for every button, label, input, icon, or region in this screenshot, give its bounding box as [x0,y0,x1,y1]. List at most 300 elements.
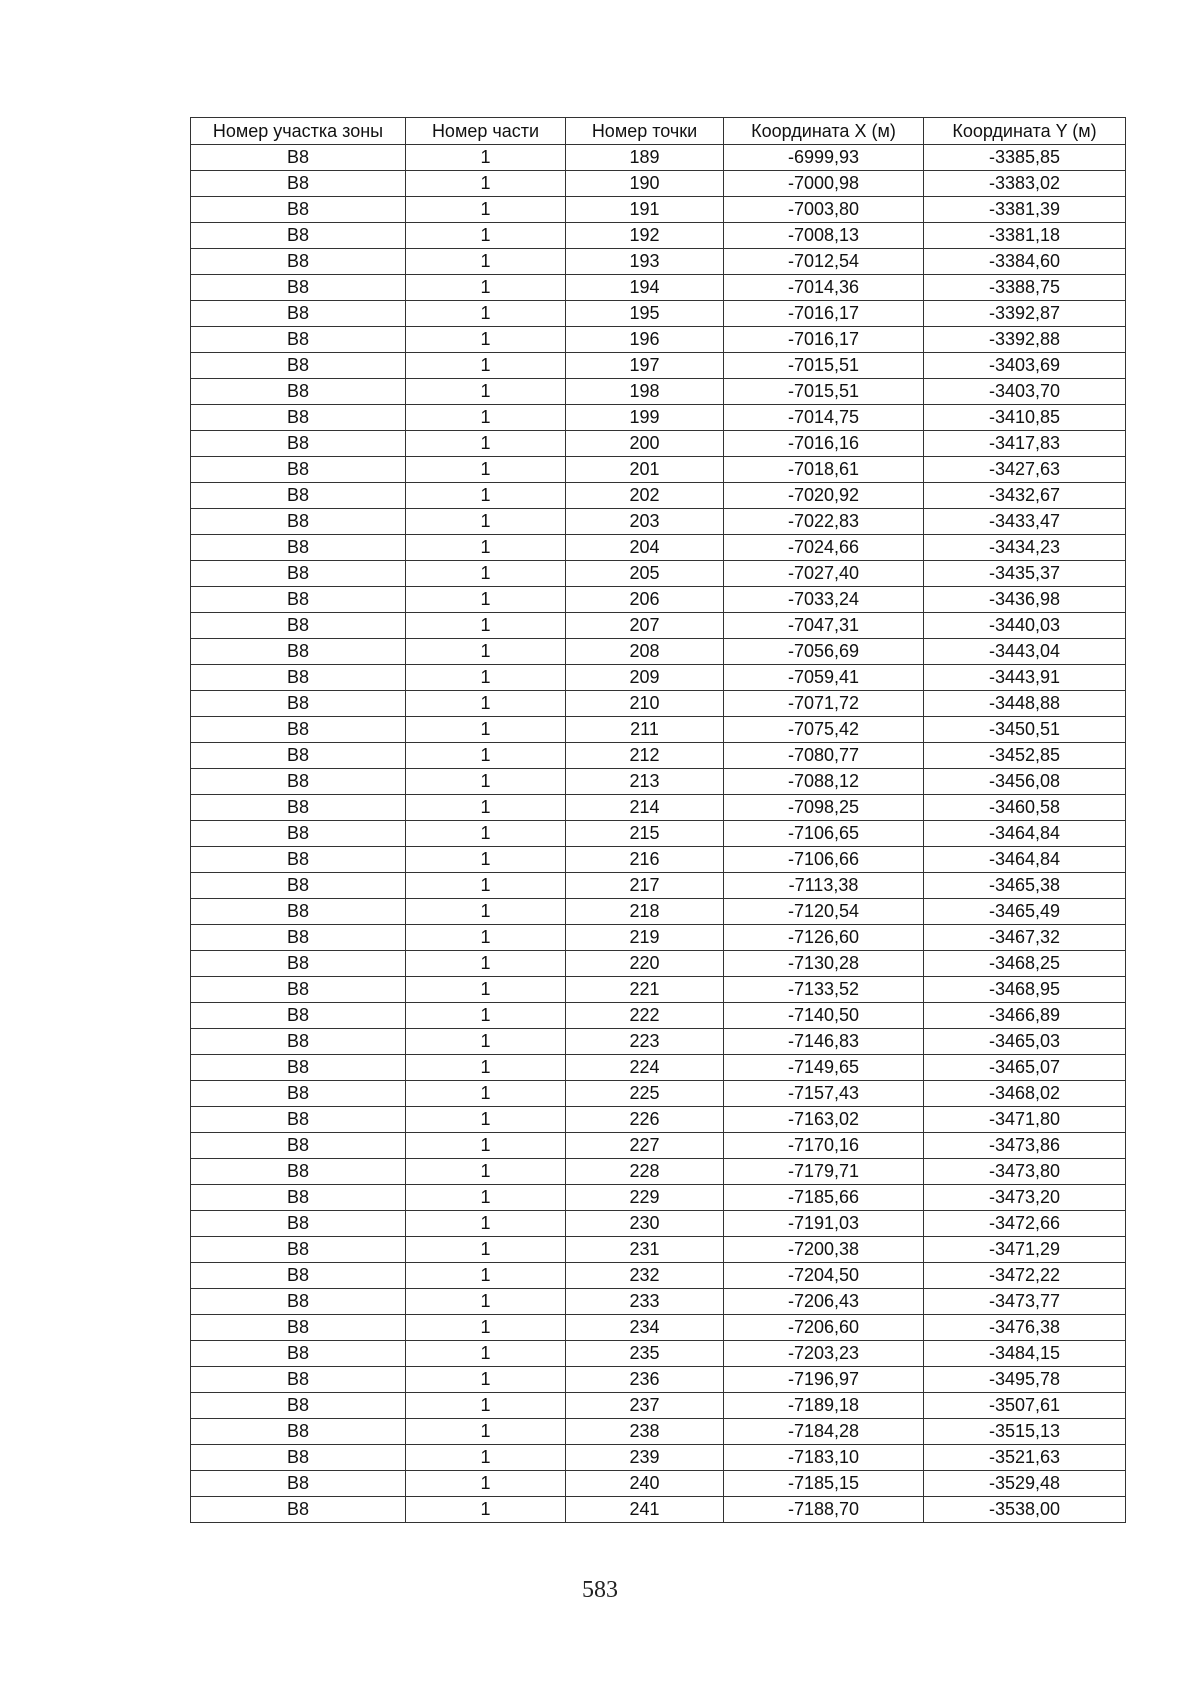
table-row [191,483,1126,509]
table-row [191,925,1126,951]
cell-coordinate-y: -3467,32 [924,925,1126,951]
cell-coordinate-x: -7179,71 [724,1159,924,1185]
table-row [191,743,1126,769]
cell-point-number: 189 [566,145,724,171]
cell-coordinate-y: -3384,60 [924,249,1126,275]
header-point-number: Номер точки [566,118,724,145]
cell-coordinate-y: -3468,95 [924,977,1126,1003]
cell-coordinate-y: -3436,98 [924,587,1126,613]
cell-point-number: 198 [566,379,724,405]
table-row [191,509,1126,535]
table-row [191,1211,1126,1237]
table-row [191,1445,1126,1471]
cell-part-number: 1 [406,561,566,587]
cell-coordinate-y: -3515,13 [924,1419,1126,1445]
cell-coordinate-x: -7088,12 [724,769,924,795]
cell-coordinate-x: -7008,13 [724,223,924,249]
cell-zone-section: В8 [191,925,406,951]
cell-point-number: 240 [566,1471,724,1497]
coordinates-table [190,117,1126,1523]
cell-point-number: 194 [566,275,724,301]
cell-part-number: 1 [406,197,566,223]
cell-point-number: 201 [566,457,724,483]
cell-coordinate-y: -3417,83 [924,431,1126,457]
cell-part-number: 1 [406,327,566,353]
cell-point-number: 210 [566,691,724,717]
cell-point-number: 207 [566,613,724,639]
cell-point-number: 193 [566,249,724,275]
cell-point-number: 231 [566,1237,724,1263]
table-row [191,1393,1126,1419]
table-row [191,795,1126,821]
cell-zone-section: В8 [191,1393,406,1419]
cell-coordinate-y: -3440,03 [924,613,1126,639]
cell-coordinate-x: -7098,25 [724,795,924,821]
page-number: 583 [582,1577,618,1603]
cell-coordinate-y: -3392,87 [924,301,1126,327]
cell-point-number: 233 [566,1289,724,1315]
cell-part-number: 1 [406,1185,566,1211]
cell-part-number: 1 [406,301,566,327]
cell-point-number: 234 [566,1315,724,1341]
cell-zone-section: В8 [191,977,406,1003]
cell-point-number: 200 [566,431,724,457]
cell-coordinate-x: -7003,80 [724,197,924,223]
cell-coordinate-y: -3476,38 [924,1315,1126,1341]
cell-coordinate-y: -3472,22 [924,1263,1126,1289]
cell-point-number: 191 [566,197,724,223]
table-row [191,1081,1126,1107]
cell-part-number: 1 [406,457,566,483]
cell-zone-section: В8 [191,899,406,925]
cell-zone-section: В8 [191,665,406,691]
cell-coordinate-y: -3473,86 [924,1133,1126,1159]
cell-coordinate-y: -3468,25 [924,951,1126,977]
cell-point-number: 238 [566,1419,724,1445]
table-header [191,118,1126,145]
cell-part-number: 1 [406,613,566,639]
cell-point-number: 241 [566,1497,724,1523]
cell-zone-section: В8 [191,509,406,535]
cell-coordinate-x: -7183,10 [724,1445,924,1471]
cell-coordinate-y: -3443,91 [924,665,1126,691]
table-row [191,1263,1126,1289]
cell-point-number: 204 [566,535,724,561]
cell-point-number: 196 [566,327,724,353]
cell-point-number: 229 [566,1185,724,1211]
cell-zone-section: В8 [191,1419,406,1445]
table-row [191,1107,1126,1133]
cell-zone-section: В8 [191,431,406,457]
cell-point-number: 226 [566,1107,724,1133]
cell-zone-section: В8 [191,743,406,769]
cell-coordinate-y: -3388,75 [924,275,1126,301]
cell-zone-section: В8 [191,1211,406,1237]
cell-coordinate-x: -7016,17 [724,327,924,353]
cell-coordinate-y: -3473,80 [924,1159,1126,1185]
cell-part-number: 1 [406,1029,566,1055]
cell-part-number: 1 [406,1237,566,1263]
cell-coordinate-x: -7140,50 [724,1003,924,1029]
table-row [191,613,1126,639]
cell-zone-section: В8 [191,639,406,665]
cell-point-number: 235 [566,1341,724,1367]
cell-coordinate-y: -3450,51 [924,717,1126,743]
table-row [191,223,1126,249]
cell-coordinate-y: -3484,15 [924,1341,1126,1367]
cell-point-number: 224 [566,1055,724,1081]
table-row [191,405,1126,431]
table-row [191,1315,1126,1341]
cell-part-number: 1 [406,1315,566,1341]
table-row [191,1289,1126,1315]
cell-point-number: 199 [566,405,724,431]
table-row [191,899,1126,925]
cell-part-number: 1 [406,1497,566,1523]
cell-point-number: 203 [566,509,724,535]
cell-part-number: 1 [406,405,566,431]
cell-zone-section: В8 [191,587,406,613]
cell-zone-section: В8 [191,1159,406,1185]
cell-zone-section: В8 [191,301,406,327]
cell-coordinate-y: -3385,85 [924,145,1126,171]
cell-point-number: 219 [566,925,724,951]
cell-point-number: 195 [566,301,724,327]
table-row [191,665,1126,691]
cell-part-number: 1 [406,951,566,977]
cell-coordinate-x: -7024,66 [724,535,924,561]
cell-point-number: 214 [566,795,724,821]
cell-coordinate-y: -3448,88 [924,691,1126,717]
cell-coordinate-y: -3392,88 [924,327,1126,353]
cell-zone-section: В8 [191,769,406,795]
cell-coordinate-y: -3468,02 [924,1081,1126,1107]
table-row [191,1185,1126,1211]
cell-coordinate-x: -7056,69 [724,639,924,665]
cell-coordinate-x: -7015,51 [724,379,924,405]
cell-coordinate-x: -6999,93 [724,145,924,171]
cell-coordinate-x: -7022,83 [724,509,924,535]
cell-coordinate-x: -7149,65 [724,1055,924,1081]
cell-point-number: 212 [566,743,724,769]
cell-coordinate-y: -3472,66 [924,1211,1126,1237]
cell-coordinate-y: -3443,04 [924,639,1126,665]
cell-zone-section: В8 [191,1445,406,1471]
cell-zone-section: В8 [191,1315,406,1341]
cell-coordinate-x: -7014,75 [724,405,924,431]
cell-point-number: 228 [566,1159,724,1185]
cell-zone-section: В8 [191,1367,406,1393]
cell-part-number: 1 [406,743,566,769]
cell-part-number: 1 [406,1133,566,1159]
cell-part-number: 1 [406,1081,566,1107]
header-zone-section: Номер участка зоны [191,118,406,145]
cell-point-number: 227 [566,1133,724,1159]
cell-part-number: 1 [406,1289,566,1315]
cell-part-number: 1 [406,873,566,899]
cell-zone-section: В8 [191,821,406,847]
cell-zone-section: В8 [191,457,406,483]
cell-zone-section: В8 [191,1133,406,1159]
cell-coordinate-y: -3427,63 [924,457,1126,483]
cell-coordinate-y: -3464,84 [924,821,1126,847]
table-row [191,977,1126,1003]
cell-zone-section: В8 [191,1471,406,1497]
cell-point-number: 237 [566,1393,724,1419]
cell-part-number: 1 [406,145,566,171]
table-row [191,457,1126,483]
cell-coordinate-y: -3452,85 [924,743,1126,769]
table-row [191,431,1126,457]
table-row [191,769,1126,795]
cell-part-number: 1 [406,483,566,509]
cell-coordinate-y: -3465,07 [924,1055,1126,1081]
cell-coordinate-x: -7018,61 [724,457,924,483]
table-row [191,1419,1126,1445]
cell-part-number: 1 [406,1263,566,1289]
cell-point-number: 209 [566,665,724,691]
cell-zone-section: В8 [191,223,406,249]
cell-coordinate-y: -3381,18 [924,223,1126,249]
cell-zone-section: В8 [191,379,406,405]
table-row [191,535,1126,561]
table-row [191,1341,1126,1367]
cell-coordinate-x: -7027,40 [724,561,924,587]
cell-part-number: 1 [406,691,566,717]
cell-coordinate-y: -3495,78 [924,1367,1126,1393]
cell-zone-section: В8 [191,1107,406,1133]
header-part-number: Номер части [406,118,566,145]
table-row [191,847,1126,873]
cell-zone-section: В8 [191,1341,406,1367]
cell-part-number: 1 [406,171,566,197]
cell-coordinate-x: -7106,66 [724,847,924,873]
cell-part-number: 1 [406,353,566,379]
cell-coordinate-y: -3529,48 [924,1471,1126,1497]
cell-zone-section: В8 [191,1003,406,1029]
cell-zone-section: В8 [191,847,406,873]
cell-point-number: 230 [566,1211,724,1237]
cell-coordinate-x: -7033,24 [724,587,924,613]
cell-part-number: 1 [406,977,566,1003]
cell-zone-section: В8 [191,561,406,587]
cell-coordinate-y: -3465,03 [924,1029,1126,1055]
table-row [191,1055,1126,1081]
cell-coordinate-x: -7206,43 [724,1289,924,1315]
cell-zone-section: В8 [191,145,406,171]
cell-coordinate-x: -7020,92 [724,483,924,509]
cell-point-number: 190 [566,171,724,197]
cell-coordinate-x: -7016,17 [724,301,924,327]
cell-coordinate-x: -7189,18 [724,1393,924,1419]
cell-point-number: 232 [566,1263,724,1289]
cell-coordinate-y: -3473,20 [924,1185,1126,1211]
table-row [191,171,1126,197]
cell-point-number: 220 [566,951,724,977]
cell-point-number: 211 [566,717,724,743]
table-row [191,951,1126,977]
cell-coordinate-x: -7120,54 [724,899,924,925]
table-row [191,197,1126,223]
cell-coordinate-y: -3471,80 [924,1107,1126,1133]
table-row [191,145,1126,171]
cell-part-number: 1 [406,821,566,847]
cell-part-number: 1 [406,665,566,691]
cell-coordinate-x: -7130,28 [724,951,924,977]
cell-zone-section: В8 [191,405,406,431]
cell-zone-section: В8 [191,535,406,561]
cell-point-number: 217 [566,873,724,899]
cell-coordinate-y: -3403,70 [924,379,1126,405]
cell-coordinate-x: -7204,50 [724,1263,924,1289]
table-row [191,1471,1126,1497]
cell-zone-section: В8 [191,1081,406,1107]
cell-part-number: 1 [406,535,566,561]
cell-coordinate-x: -7080,77 [724,743,924,769]
header-row [191,118,1126,145]
cell-coordinate-y: -3383,02 [924,171,1126,197]
cell-part-number: 1 [406,1055,566,1081]
cell-coordinate-x: -7185,66 [724,1185,924,1211]
table-row [191,301,1126,327]
cell-coordinate-x: -7184,28 [724,1419,924,1445]
cell-coordinate-x: -7015,51 [724,353,924,379]
cell-coordinate-x: -7047,31 [724,613,924,639]
cell-point-number: 197 [566,353,724,379]
table-row [191,691,1126,717]
cell-point-number: 202 [566,483,724,509]
cell-coordinate-x: -7106,65 [724,821,924,847]
table-row [191,327,1126,353]
table-row [191,561,1126,587]
cell-point-number: 215 [566,821,724,847]
cell-coordinate-y: -3465,49 [924,899,1126,925]
cell-coordinate-x: -7191,03 [724,1211,924,1237]
cell-part-number: 1 [406,1003,566,1029]
cell-coordinate-x: -7170,16 [724,1133,924,1159]
cell-part-number: 1 [406,1471,566,1497]
table-row [191,1133,1126,1159]
cell-zone-section: В8 [191,873,406,899]
cell-coordinate-x: -7200,38 [724,1237,924,1263]
cell-part-number: 1 [406,1367,566,1393]
cell-point-number: 205 [566,561,724,587]
cell-coordinate-x: -7016,16 [724,431,924,457]
cell-point-number: 225 [566,1081,724,1107]
cell-point-number: 206 [566,587,724,613]
cell-part-number: 1 [406,1107,566,1133]
cell-coordinate-x: -7071,72 [724,691,924,717]
cell-zone-section: В8 [191,197,406,223]
table-row [191,1237,1126,1263]
cell-coordinate-y: -3473,77 [924,1289,1126,1315]
cell-zone-section: В8 [191,1055,406,1081]
cell-part-number: 1 [406,795,566,821]
cell-zone-section: В8 [191,1029,406,1055]
table-row [191,1003,1126,1029]
table-row [191,1497,1126,1523]
cell-point-number: 208 [566,639,724,665]
cell-coordinate-y: -3456,08 [924,769,1126,795]
cell-part-number: 1 [406,1211,566,1237]
cell-point-number: 216 [566,847,724,873]
cell-zone-section: В8 [191,483,406,509]
cell-point-number: 239 [566,1445,724,1471]
cell-point-number: 192 [566,223,724,249]
cell-coordinate-y: -3464,84 [924,847,1126,873]
cell-zone-section: В8 [191,1237,406,1263]
cell-part-number: 1 [406,431,566,457]
cell-zone-section: В8 [191,613,406,639]
cell-coordinate-y: -3403,69 [924,353,1126,379]
cell-coordinate-y: -3432,67 [924,483,1126,509]
table-row [191,1159,1126,1185]
cell-coordinate-x: -7188,70 [724,1497,924,1523]
cell-coordinate-y: -3521,63 [924,1445,1126,1471]
cell-coordinate-x: -7206,60 [724,1315,924,1341]
table-row [191,275,1126,301]
cell-part-number: 1 [406,509,566,535]
table-row [191,379,1126,405]
cell-coordinate-x: -7157,43 [724,1081,924,1107]
cell-coordinate-x: -7014,36 [724,275,924,301]
table-row [191,587,1126,613]
cell-zone-section: В8 [191,1289,406,1315]
cell-part-number: 1 [406,925,566,951]
cell-part-number: 1 [406,899,566,925]
cell-zone-section: В8 [191,275,406,301]
table-row [191,249,1126,275]
table-row [191,717,1126,743]
cell-coordinate-x: -7000,98 [724,171,924,197]
cell-zone-section: В8 [191,691,406,717]
cell-zone-section: В8 [191,1263,406,1289]
cell-part-number: 1 [406,1393,566,1419]
table-row [191,873,1126,899]
cell-coordinate-x: -7059,41 [724,665,924,691]
cell-coordinate-x: -7012,54 [724,249,924,275]
cell-coordinate-x: -7163,02 [724,1107,924,1133]
cell-part-number: 1 [406,769,566,795]
cell-coordinate-y: -3471,29 [924,1237,1126,1263]
cell-coordinate-x: -7146,83 [724,1029,924,1055]
cell-zone-section: В8 [191,951,406,977]
cell-zone-section: В8 [191,327,406,353]
table-row [191,353,1126,379]
cell-part-number: 1 [406,847,566,873]
cell-coordinate-y: -3410,85 [924,405,1126,431]
header-coordinate-y: Координата Y (м) [924,118,1126,145]
cell-point-number: 223 [566,1029,724,1055]
cell-point-number: 222 [566,1003,724,1029]
table-row [191,1029,1126,1055]
cell-coordinate-y: -3435,37 [924,561,1126,587]
cell-zone-section: В8 [191,171,406,197]
cell-point-number: 218 [566,899,724,925]
cell-zone-section: В8 [191,717,406,743]
cell-zone-section: В8 [191,249,406,275]
cell-zone-section: В8 [191,1185,406,1211]
cell-part-number: 1 [406,249,566,275]
header-coordinate-x: Координата X (м) [724,118,924,145]
cell-part-number: 1 [406,1341,566,1367]
cell-coordinate-x: -7113,38 [724,873,924,899]
cell-coordinate-y: -3433,47 [924,509,1126,535]
cell-part-number: 1 [406,1159,566,1185]
cell-part-number: 1 [406,1419,566,1445]
table-row [191,639,1126,665]
cell-coordinate-x: -7126,60 [724,925,924,951]
